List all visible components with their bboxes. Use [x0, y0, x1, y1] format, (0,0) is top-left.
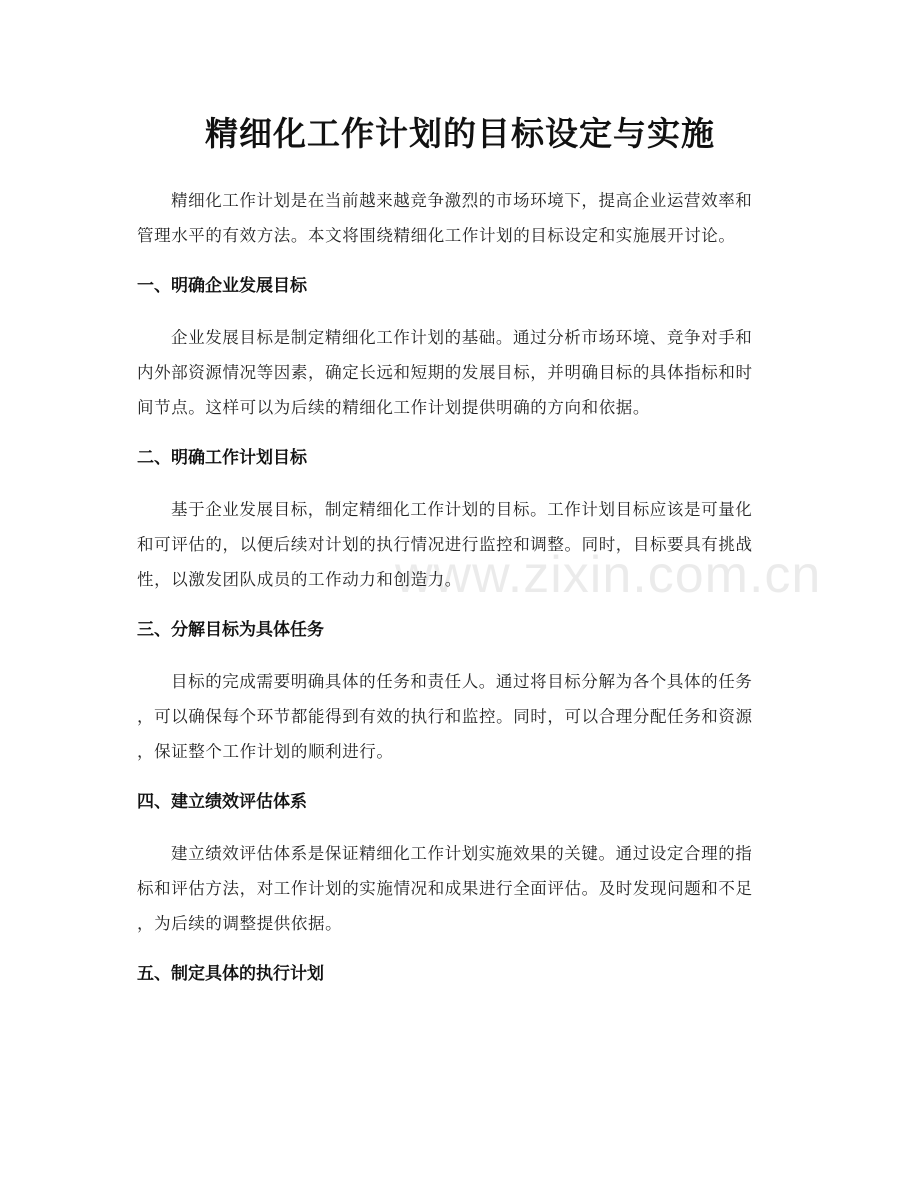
paragraph-line: 间节点。这样可以为后续的精细化工作计划提供明确的方向和依据。	[137, 398, 650, 417]
section-heading: 五、制定具体的执行计划	[137, 964, 324, 984]
paragraph	[137, 492, 787, 597]
section-heading: 四、建立绩效评估体系	[137, 792, 307, 812]
section-heading: 一、明确企业发展目标	[137, 276, 307, 296]
paragraph-line: 基于企业发展目标，制定精细化工作计划的目标。工作计划目标应该是可量化	[171, 500, 753, 519]
document-title: 精细化工作计划的目标设定与实施	[205, 114, 715, 153]
section-heading: 二、明确工作计划目标	[137, 448, 307, 468]
paragraph-line: 建立绩效评估体系是保证精细化工作计划实施效果的关键。通过设定合理的指	[171, 844, 753, 863]
paragraph	[137, 183, 787, 253]
watermark: www.zixin.com.cn	[395, 546, 822, 604]
paragraph	[137, 664, 787, 769]
paragraph-line: 精细化工作计划是在当前越来越竞争激烈的市场环境下，提高企业运营效率和	[171, 191, 753, 210]
paragraph-line: 和可评估的，以便后续对计划的执行情况进行监控和调整。同时，目标要具有挑战	[137, 535, 753, 554]
paragraph-line: 目标的完成需要明确具体的任务和责任人。通过将目标分解为各个具体的任务	[171, 672, 753, 691]
paragraph	[137, 320, 787, 425]
paragraph-line: ，可以确保每个环节都能得到有效的执行和监控。同时，可以合理分配任务和资源	[137, 707, 753, 726]
paragraph-line: 内外部资源情况等因素，确定长远和短期的发展目标，并明确目标的具体指标和时	[137, 363, 753, 382]
paragraph-line: ，保证整个工作计划的顺利进行。	[137, 742, 394, 761]
paragraph	[137, 836, 787, 941]
paragraph-line: ，为后续的调整提供依据。	[137, 914, 343, 933]
paragraph-line: 企业发展目标是制定精细化工作计划的基础。通过分析市场环境、竞争对手和	[171, 328, 753, 347]
document-body	[137, 183, 787, 1008]
section-heading: 三、分解目标为具体任务	[137, 620, 324, 640]
paragraph-line: 管理水平的有效方法。本文将围绕精细化工作计划的目标设定和实施展开讨论。	[137, 226, 736, 245]
paragraph-line: 标和评估方法，对工作计划的实施情况和成果进行全面评估。及时发现问题和不足	[137, 879, 753, 898]
paragraph-line: 性，以激发团队成员的工作动力和创造力。	[137, 570, 462, 589]
